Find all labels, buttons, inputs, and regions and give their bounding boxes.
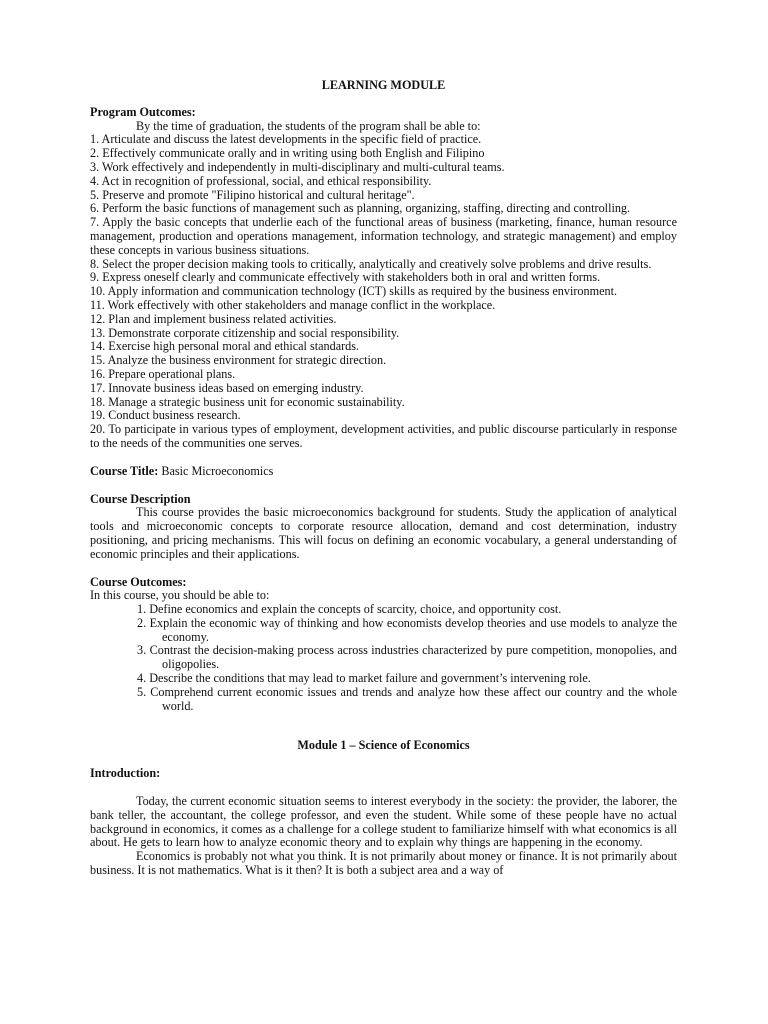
course-outcomes-intro: In this course, you should be able to: (90, 588, 270, 603)
course-description-heading: Course Description (90, 491, 191, 506)
program-outcome-item: 8. Select the proper decision making tools to critically, analytically and creatively solve problems and drive results. (90, 256, 652, 271)
course-outcome-item: 3. Contrast the decision-making process across industries characterized by pure competition, monopolies, and oligopolies. (137, 643, 677, 672)
introduction-paragraph: Today, the current economic situation seems to interest everybody in the society: the provider, the laborer, the bank teller, the accountant, the college professor, and even the student. While some of these people have no actual background in economics, it comes as a challenge for a college student to familiarize himself with what economics is all about. He gets to learn how to analyze economic theory and to explain why things are happening in the economy. (90, 794, 677, 850)
course-title-label: Course Title: (90, 463, 159, 478)
course-outcome-item: 4. Describe the conditions that may lead to market failure and government’s intervening role. (137, 671, 591, 686)
course-outcome-item: 5. Comprehend current economic issues and trends and analyze how these affect our country and the whole world. (137, 684, 677, 713)
introduction-heading: Introduction: (90, 766, 161, 781)
program-outcome-item: 7. Apply the basic concepts that underlie each of the functional areas of business (marketing, finance, human resource management, production and operations management, information technology, and strategic management) and employ these concepts in various business situations. (90, 215, 677, 257)
course-outcome-item: 2. Explain the economic way of thinking and how economists develop theories and use models to analyze the economy. (137, 615, 677, 644)
course-title-value: Basic Microeconomics (161, 463, 274, 478)
course-outcome-item: 1. Define economics and explain the concepts of scarcity, choice, and opportunity cost. (137, 602, 562, 617)
course-description-text: This course provides the basic microeconomics background for students. Study the application of analytical tools and microeconomic concepts to corporate resource allocation, demand and cost determination, industry positioning, and pricing mechanisms. This will focus on defining an economic vocabulary, a general understanding of economic principles and their applications. (90, 505, 677, 561)
program-outcome-item: 4. Act in recognition of professional, social, and ethical responsibility. (90, 173, 432, 188)
program-outcomes-heading: Program Outcomes: (90, 104, 196, 119)
document-title: LEARNING MODULE (321, 78, 446, 92)
course-outcomes-list (90, 603, 677, 713)
program-outcomes-intro: By the time of graduation, the students of the program shall be able to: (136, 118, 481, 133)
program-outcome-item: 20. To participate in various types of employment, development activities, and public discourse particularly in response to the needs of the communities one serves. (90, 422, 677, 450)
program-outcome-item: 3. Work effectively and independently in multi-disciplinary and multi-cultural teams. (90, 159, 505, 174)
course-outcomes-heading: Course Outcomes: (90, 574, 187, 589)
program-outcome-item: 13. Demonstrate corporate citizenship and social responsibility. (90, 325, 400, 340)
program-outcome-item: 6. Perform the basic functions of management such as planning, organizing, staffing, directing and controlling. (90, 201, 631, 216)
course-title-line (90, 465, 677, 479)
program-outcome-item: 14. Exercise high personal moral and ethical standards. (90, 339, 360, 354)
program-outcome-item: 17. Innovate business ideas based on emerging industry. (90, 380, 364, 395)
module-title: Module 1 – Science of Economics (297, 738, 470, 753)
program-outcome-item: 19. Conduct business research. (90, 408, 241, 423)
program-outcome-item: 15. Analyze the business environment for strategic direction. (90, 353, 387, 368)
program-outcome-item: 2. Effectively communicate orally and in writing using both English and Filipino (90, 146, 485, 161)
program-outcomes-list (90, 133, 677, 450)
program-outcome-item: 1. Articulate and discuss the latest developments in the specific field of practice. (90, 132, 482, 147)
introduction-paragraph: Economics is probably not what you think. It is not primarily about money or finance. It is not primarily about business. It is not mathematics. What is it then? It is both a subject area and a way of (90, 849, 677, 878)
program-outcome-item: 11. Work effectively with other stakeholders and manage conflict in the workplace. (90, 297, 496, 312)
program-outcome-item: 16. Prepare operational plans. (90, 366, 236, 381)
program-outcome-item: 5. Preserve and promote "Filipino historical and cultural heritage". (90, 187, 415, 202)
program-outcome-item: 10. Apply information and communication technology (ICT) skills as required by the business environment. (90, 284, 618, 299)
program-outcome-item: 9. Express oneself clearly and communicate effectively with stakeholders both in oral and written forms. (90, 270, 601, 285)
program-outcome-item: 12. Plan and implement business related activities. (90, 311, 337, 326)
program-outcome-item: 18. Manage a strategic business unit for economic sustainability. (90, 394, 405, 409)
